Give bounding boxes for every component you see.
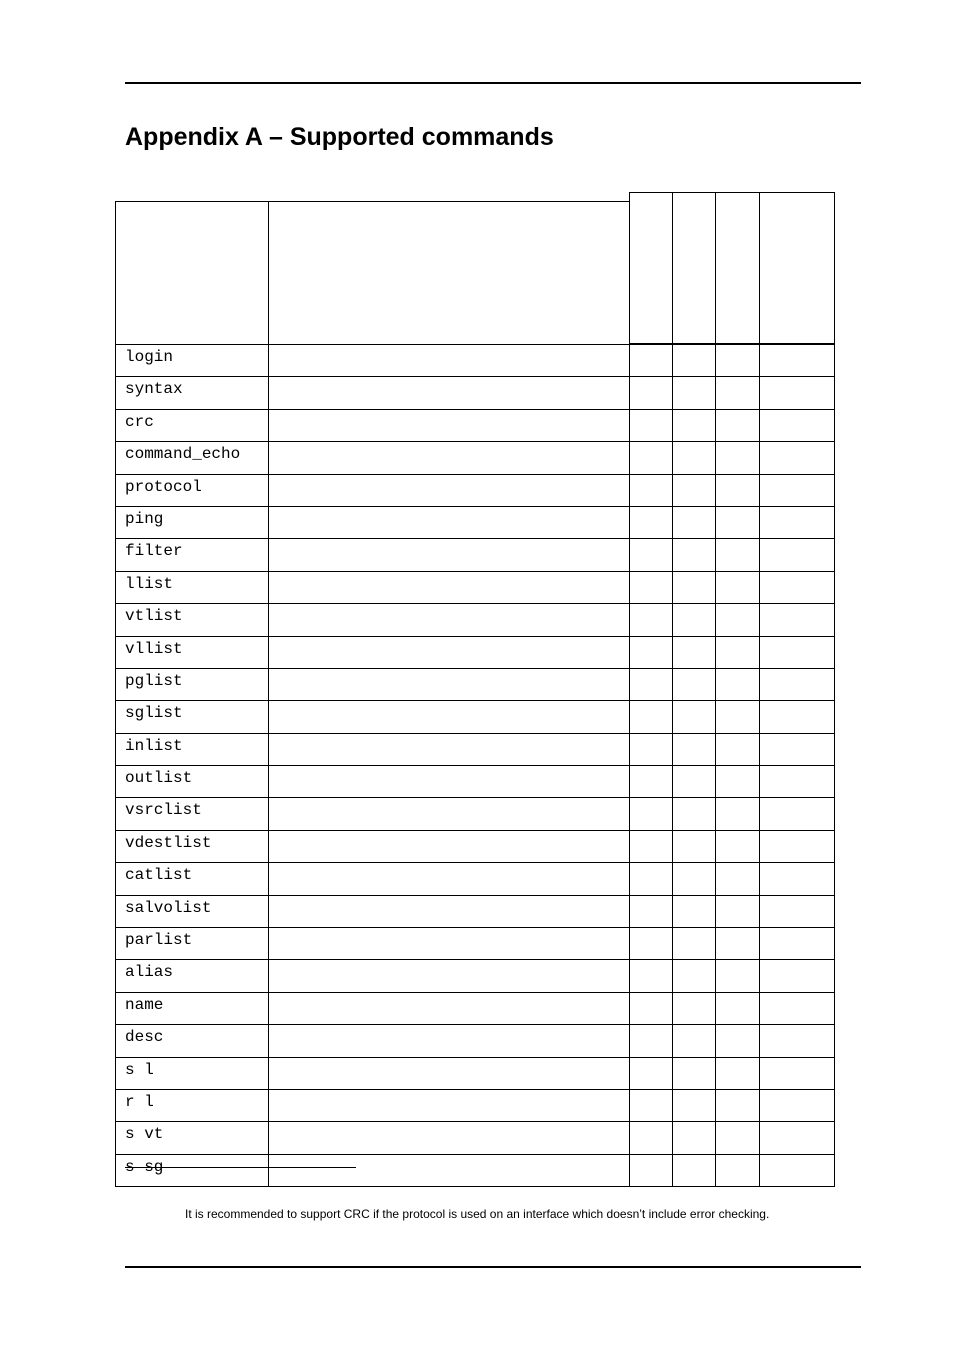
empty-cell bbox=[760, 960, 835, 992]
empty-cell bbox=[673, 345, 716, 377]
footer-rule bbox=[125, 1266, 861, 1268]
empty-cell bbox=[630, 636, 673, 668]
empty-cell bbox=[760, 636, 835, 668]
table-row bbox=[116, 668, 835, 700]
empty-cell bbox=[630, 668, 673, 700]
empty-cell bbox=[269, 1122, 630, 1154]
empty-cell bbox=[673, 636, 716, 668]
command-cell: desc bbox=[116, 1025, 269, 1057]
empty-cell bbox=[760, 992, 835, 1024]
command-cell: catlist bbox=[116, 863, 269, 895]
empty-cell bbox=[760, 571, 835, 603]
table-row bbox=[116, 1154, 835, 1186]
table-row bbox=[116, 571, 835, 603]
empty-cell bbox=[673, 409, 716, 441]
empty-cell bbox=[716, 636, 760, 668]
command-cell: vdestlist bbox=[116, 830, 269, 862]
empty-cell bbox=[673, 604, 716, 636]
empty-cell bbox=[630, 992, 673, 1024]
empty-cell bbox=[760, 766, 835, 798]
header-cell-col3-base bbox=[630, 202, 673, 345]
empty-cell bbox=[760, 345, 835, 377]
empty-cell bbox=[630, 863, 673, 895]
empty-cell bbox=[269, 668, 630, 700]
empty-cell bbox=[269, 1154, 630, 1186]
empty-cell bbox=[716, 1122, 760, 1154]
table-row bbox=[116, 539, 835, 571]
command-cell: sglist bbox=[116, 701, 269, 733]
empty-cell bbox=[269, 539, 630, 571]
empty-cell bbox=[716, 766, 760, 798]
empty-cell bbox=[716, 474, 760, 506]
empty-cell bbox=[760, 830, 835, 862]
empty-cell bbox=[269, 863, 630, 895]
header-rule bbox=[125, 82, 861, 84]
table-row bbox=[116, 766, 835, 798]
command-cell: s l bbox=[116, 1057, 269, 1089]
empty-cell bbox=[269, 798, 630, 830]
table-row bbox=[116, 409, 835, 441]
table-row bbox=[116, 474, 835, 506]
empty-cell bbox=[630, 1122, 673, 1154]
command-cell: parlist bbox=[116, 928, 269, 960]
empty-cell bbox=[630, 1089, 673, 1121]
empty-cell bbox=[673, 1089, 716, 1121]
empty-cell bbox=[630, 1154, 673, 1186]
empty-cell bbox=[630, 701, 673, 733]
command-cell: name bbox=[116, 992, 269, 1024]
table-row bbox=[116, 733, 835, 765]
empty-cell bbox=[673, 539, 716, 571]
empty-cell bbox=[269, 992, 630, 1024]
empty-cell bbox=[716, 442, 760, 474]
table-row bbox=[116, 928, 835, 960]
empty-cell bbox=[760, 1122, 835, 1154]
empty-cell bbox=[673, 992, 716, 1024]
empty-cell bbox=[269, 506, 630, 538]
empty-cell bbox=[673, 701, 716, 733]
empty-cell bbox=[269, 830, 630, 862]
empty-cell bbox=[760, 442, 835, 474]
empty-cell bbox=[269, 377, 630, 409]
table-row bbox=[116, 636, 835, 668]
empty-cell bbox=[630, 928, 673, 960]
empty-cell bbox=[269, 701, 630, 733]
empty-cell bbox=[760, 733, 835, 765]
command-cell: syntax bbox=[116, 377, 269, 409]
empty-cell bbox=[269, 928, 630, 960]
empty-cell bbox=[760, 409, 835, 441]
empty-cell bbox=[673, 766, 716, 798]
command-cell: llist bbox=[116, 571, 269, 603]
empty-cell bbox=[716, 798, 760, 830]
command-cell: filter bbox=[116, 539, 269, 571]
table-row bbox=[116, 701, 835, 733]
empty-cell bbox=[630, 442, 673, 474]
empty-cell bbox=[673, 895, 716, 927]
table-header-row bbox=[116, 202, 835, 345]
command-cell: s vt bbox=[116, 1122, 269, 1154]
empty-cell bbox=[630, 345, 673, 377]
empty-cell bbox=[630, 604, 673, 636]
supported-commands-table bbox=[115, 201, 835, 1187]
empty-cell bbox=[716, 539, 760, 571]
empty-cell bbox=[630, 1025, 673, 1057]
table-row bbox=[116, 1057, 835, 1089]
command-cell: s sg bbox=[116, 1154, 269, 1186]
empty-cell bbox=[716, 345, 760, 377]
empty-cell bbox=[630, 1057, 673, 1089]
empty-cell bbox=[269, 636, 630, 668]
command-cell: salvolist bbox=[116, 895, 269, 927]
empty-cell bbox=[760, 928, 835, 960]
empty-cell bbox=[760, 1089, 835, 1121]
table-row bbox=[116, 377, 835, 409]
empty-cell bbox=[630, 960, 673, 992]
empty-cell bbox=[716, 830, 760, 862]
table-row bbox=[116, 345, 835, 377]
footnote-text: It is recommended to support CRC if the protocol is used on an interface which doesn’t include error checking. bbox=[185, 1207, 770, 1221]
table-row bbox=[116, 798, 835, 830]
empty-cell bbox=[760, 539, 835, 571]
empty-cell bbox=[716, 377, 760, 409]
empty-cell bbox=[716, 506, 760, 538]
empty-cell bbox=[716, 1025, 760, 1057]
empty-cell bbox=[760, 1025, 835, 1057]
empty-cell bbox=[673, 798, 716, 830]
empty-cell bbox=[716, 668, 760, 700]
table-row bbox=[116, 960, 835, 992]
empty-cell bbox=[673, 668, 716, 700]
empty-cell bbox=[269, 474, 630, 506]
table-row bbox=[116, 1025, 835, 1057]
empty-cell bbox=[630, 733, 673, 765]
empty-cell bbox=[673, 1025, 716, 1057]
empty-cell bbox=[673, 571, 716, 603]
empty-cell bbox=[673, 863, 716, 895]
table-row bbox=[116, 830, 835, 862]
empty-cell bbox=[630, 830, 673, 862]
table-body bbox=[116, 202, 835, 1187]
header-cell-command bbox=[116, 202, 269, 345]
empty-cell bbox=[673, 1057, 716, 1089]
empty-cell bbox=[269, 442, 630, 474]
table-row bbox=[116, 604, 835, 636]
empty-cell bbox=[673, 928, 716, 960]
empty-cell bbox=[673, 830, 716, 862]
empty-cell bbox=[716, 1154, 760, 1186]
command-cell: vsrclist bbox=[116, 798, 269, 830]
table-row bbox=[116, 1122, 835, 1154]
empty-cell bbox=[269, 1025, 630, 1057]
empty-cell bbox=[269, 960, 630, 992]
empty-cell bbox=[630, 798, 673, 830]
empty-cell bbox=[673, 1122, 716, 1154]
empty-cell bbox=[269, 1057, 630, 1089]
empty-cell bbox=[716, 1089, 760, 1121]
empty-cell bbox=[269, 895, 630, 927]
command-cell: vllist bbox=[116, 636, 269, 668]
table-row bbox=[116, 895, 835, 927]
empty-cell bbox=[716, 701, 760, 733]
empty-cell bbox=[269, 1089, 630, 1121]
empty-cell bbox=[269, 604, 630, 636]
empty-cell bbox=[760, 604, 835, 636]
empty-cell bbox=[716, 992, 760, 1024]
empty-cell bbox=[760, 798, 835, 830]
empty-cell bbox=[760, 1057, 835, 1089]
command-cell: login bbox=[116, 345, 269, 377]
footnote-separator bbox=[125, 1167, 356, 1168]
empty-cell bbox=[716, 863, 760, 895]
command-cell: outlist bbox=[116, 766, 269, 798]
empty-cell bbox=[673, 960, 716, 992]
command-cell: protocol bbox=[116, 474, 269, 506]
command-cell: r l bbox=[116, 1089, 269, 1121]
empty-cell bbox=[673, 474, 716, 506]
table-row bbox=[116, 506, 835, 538]
empty-cell bbox=[716, 960, 760, 992]
table-row bbox=[116, 992, 835, 1024]
empty-cell bbox=[716, 733, 760, 765]
header-cell-description bbox=[269, 202, 630, 345]
empty-cell bbox=[673, 442, 716, 474]
empty-cell bbox=[760, 377, 835, 409]
empty-cell bbox=[630, 474, 673, 506]
empty-cell bbox=[269, 571, 630, 603]
empty-cell bbox=[716, 1057, 760, 1089]
empty-cell bbox=[630, 895, 673, 927]
empty-cell bbox=[269, 733, 630, 765]
table-row bbox=[116, 1089, 835, 1121]
empty-cell bbox=[673, 733, 716, 765]
command-cell: ping bbox=[116, 506, 269, 538]
empty-cell bbox=[673, 1154, 716, 1186]
empty-cell bbox=[716, 571, 760, 603]
header-cell-col5-base bbox=[716, 202, 760, 345]
header-cell-col4-base bbox=[673, 202, 716, 345]
header-cell-col6-base bbox=[760, 202, 835, 345]
empty-cell bbox=[630, 766, 673, 798]
empty-cell bbox=[760, 1154, 835, 1186]
command-cell: alias bbox=[116, 960, 269, 992]
empty-cell bbox=[716, 928, 760, 960]
empty-cell bbox=[269, 409, 630, 441]
empty-cell bbox=[630, 377, 673, 409]
table-row bbox=[116, 442, 835, 474]
empty-cell bbox=[760, 863, 835, 895]
empty-cell bbox=[673, 377, 716, 409]
empty-cell bbox=[630, 539, 673, 571]
empty-cell bbox=[269, 766, 630, 798]
command-cell: command_echo bbox=[116, 442, 269, 474]
empty-cell bbox=[760, 701, 835, 733]
command-cell: crc bbox=[116, 409, 269, 441]
page-title: Appendix A – Supported commands bbox=[125, 123, 554, 151]
empty-cell bbox=[760, 895, 835, 927]
empty-cell bbox=[716, 604, 760, 636]
command-cell: inlist bbox=[116, 733, 269, 765]
empty-cell bbox=[630, 571, 673, 603]
empty-cell bbox=[760, 506, 835, 538]
table-row bbox=[116, 863, 835, 895]
empty-cell bbox=[673, 506, 716, 538]
empty-cell bbox=[630, 506, 673, 538]
empty-cell bbox=[716, 895, 760, 927]
empty-cell bbox=[760, 668, 835, 700]
empty-cell bbox=[716, 409, 760, 441]
command-cell: vtlist bbox=[116, 604, 269, 636]
empty-cell bbox=[760, 474, 835, 506]
empty-cell bbox=[630, 409, 673, 441]
command-cell: pglist bbox=[116, 668, 269, 700]
empty-cell bbox=[269, 345, 630, 377]
